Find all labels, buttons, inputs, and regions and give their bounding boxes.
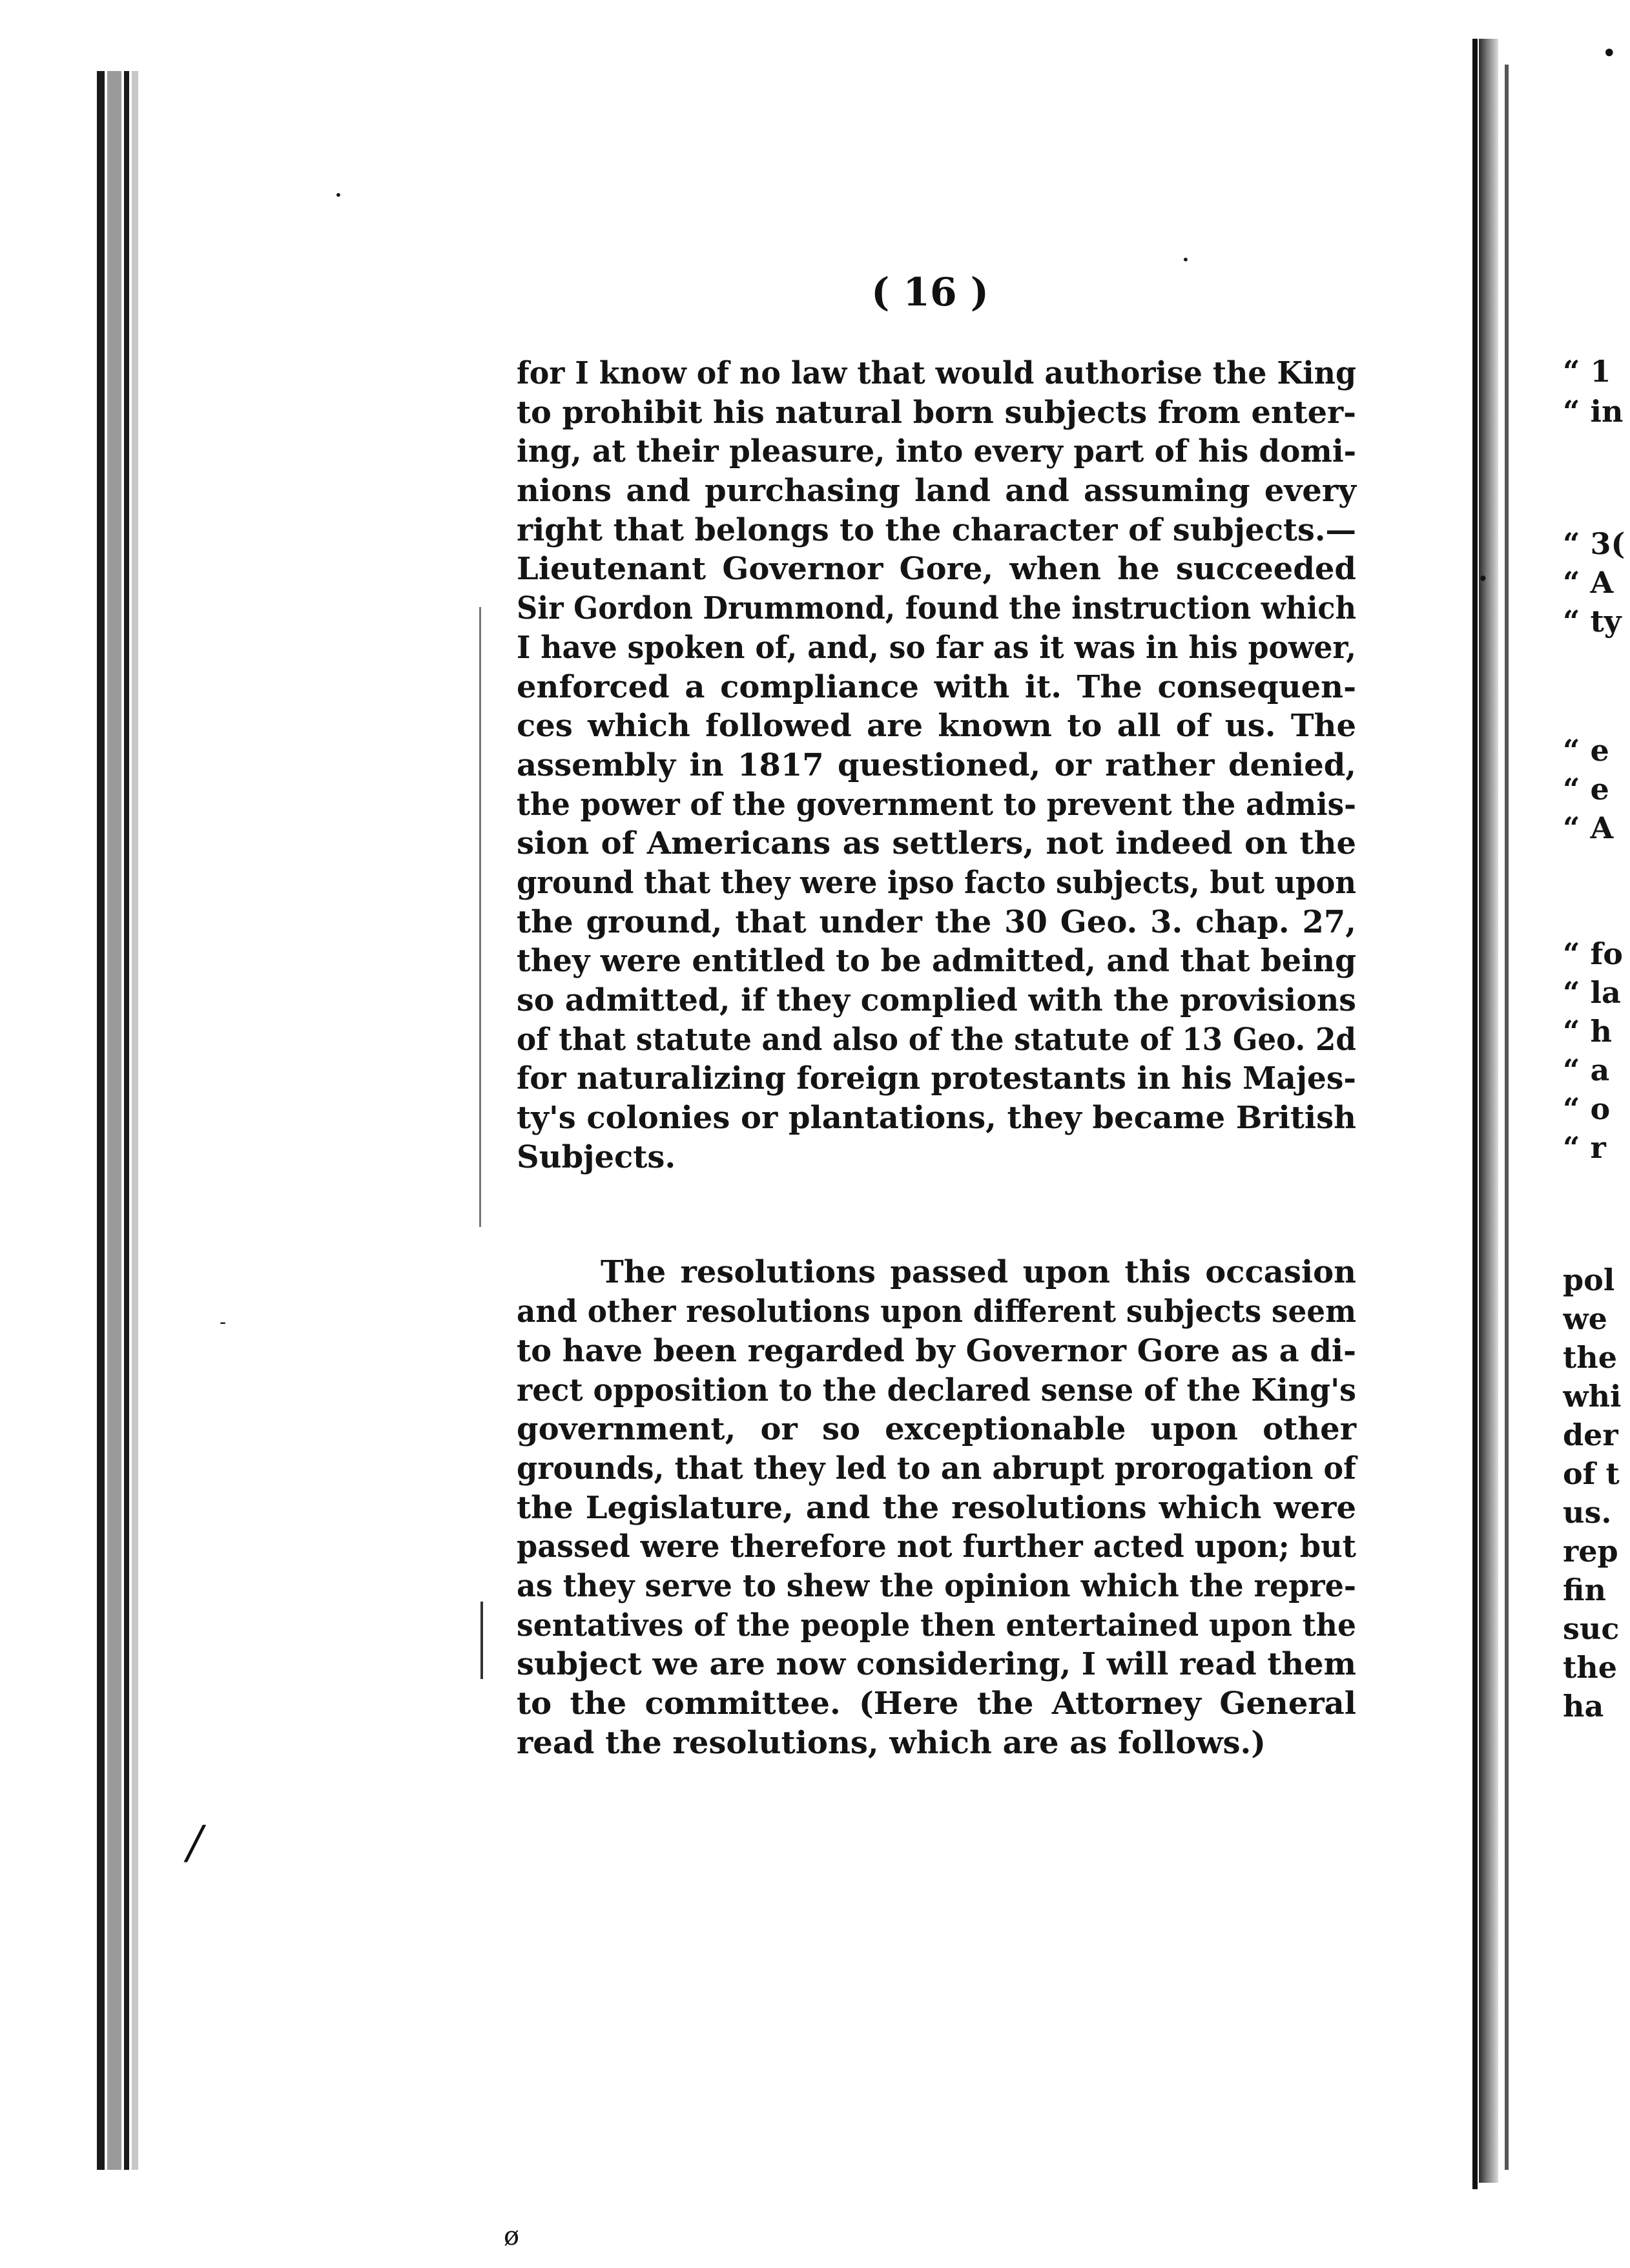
facing-quote-line: “ 3( xyxy=(1563,526,1625,561)
binding-edge-light xyxy=(132,71,138,2170)
text-line: as they serve to shew the opinion which the repre- xyxy=(517,1567,1356,1604)
facing-body-line: us. xyxy=(1563,1495,1612,1530)
text-line: to the committee. (Here the Attorney General xyxy=(517,1686,1356,1722)
text-line: of that statute and also of the statute of 13 Geo. 2d xyxy=(517,1021,1356,1058)
text-line: right that belongs to the character of subjects.— xyxy=(517,511,1356,548)
scan-speck: • xyxy=(1478,568,1489,590)
facing-body-line: der xyxy=(1563,1418,1618,1452)
scan-speck: ø xyxy=(504,2222,520,2251)
facing-quote-line: “ in xyxy=(1563,394,1624,429)
facing-body-line: pol xyxy=(1563,1263,1615,1297)
text-line: nions and purchasing land and assuming every xyxy=(517,473,1356,510)
scan-speck: • xyxy=(335,187,342,203)
paragraph xyxy=(517,1253,1356,1762)
facing-quote-line: “ a xyxy=(1563,1053,1610,1088)
text-line: to have been regarded by Governor Gore as a di- xyxy=(517,1332,1356,1369)
facing-quote-line: “ o xyxy=(1563,1091,1611,1126)
binding-edge-dark xyxy=(97,71,105,2170)
facing-body-line: the xyxy=(1563,1650,1617,1685)
text-line: to prohibit his natural born subjects from enter- xyxy=(517,394,1356,431)
text-line: they were entitled to be admitted, and that being xyxy=(517,943,1356,980)
facing-quote-line: “ fo xyxy=(1563,936,1623,971)
text-line: ty's colonies or plantations, they became British xyxy=(517,1100,1356,1137)
text-line: assembly in 1817 questioned, or rather denied, xyxy=(517,747,1356,783)
text-line: the power of the government to prevent the admis- xyxy=(517,786,1356,823)
facing-quote-line: “ A xyxy=(1563,565,1614,600)
margin-pencil-line xyxy=(480,1602,483,1679)
text-line: passed were therefore not further acted upon; but xyxy=(517,1529,1356,1565)
facing-quote-line: “ ty xyxy=(1563,604,1622,639)
text-line: for I know of no law that would authorise the King xyxy=(517,355,1356,391)
text-line: for naturalizing foreign protestants in his Majes- xyxy=(517,1060,1356,1097)
text-line: grounds, that they led to an abrupt prorogation of xyxy=(517,1450,1356,1487)
facing-body-line: suc xyxy=(1563,1611,1620,1646)
text-line: the Legislature, and the resolutions which were xyxy=(517,1489,1356,1526)
facing-body-line: the xyxy=(1563,1340,1617,1375)
margin-pencil-line xyxy=(479,607,481,1227)
text-line: enforced a compliance with it. The consequen- xyxy=(517,668,1356,705)
facing-body-line: ha xyxy=(1563,1689,1604,1724)
text-line: The resolutions passed upon this occasion xyxy=(601,1254,1356,1291)
scan-speck: • xyxy=(1602,39,1617,68)
facing-quote-line: “ h xyxy=(1563,1014,1612,1049)
page-number: ( 16 ) xyxy=(871,270,989,315)
facing-quote-line: “ la xyxy=(1563,975,1621,1010)
text-line: sentatives of the people then entertained upon the xyxy=(517,1607,1356,1644)
text-line: rect opposition to the declared sense of the King's xyxy=(517,1372,1356,1408)
text-line: so admitted, if they complied with the provisions xyxy=(517,982,1356,1018)
facing-body-line: we xyxy=(1563,1301,1607,1336)
text-line: and other resolutions upon different subjects seem xyxy=(517,1294,1356,1330)
text-line: Subjects. xyxy=(517,1139,676,1175)
facing-page-edge xyxy=(1505,65,1509,2170)
facing-body-line: of t xyxy=(1563,1456,1620,1491)
facing-quote-line: “ 1 xyxy=(1563,354,1611,389)
text-line: the ground, that under the 30 Geo. 3. chap. 27, xyxy=(517,903,1356,940)
text-line: Sir Gordon Drummond, found the instruction which xyxy=(517,590,1356,627)
text-line: sion of Americans as settlers, not indeed on the xyxy=(517,825,1356,862)
page-fold-shadow xyxy=(1479,39,1498,2183)
binding-edge-line xyxy=(124,71,129,2170)
facing-quote-line: “ r xyxy=(1563,1130,1606,1165)
text-line: government, or so exceptionable upon other xyxy=(517,1411,1356,1448)
text-line: ces which followed are known to all of us. The xyxy=(517,708,1356,745)
text-line: Lieutenant Governor Gore, when he succeeded xyxy=(517,551,1356,588)
facing-body-line: fin xyxy=(1563,1572,1606,1607)
paragraph-gap xyxy=(517,1177,1356,1253)
paragraph xyxy=(517,354,1356,1177)
text-column xyxy=(517,354,1356,1762)
text-line: ground that they were ipso facto subjects, but upon xyxy=(517,864,1356,901)
text-line: subject we are now considering, I will read them xyxy=(517,1646,1356,1683)
facing-page-fragment xyxy=(1563,0,1630,2268)
page-edge-line xyxy=(1472,39,1478,2189)
facing-quote-line: “ e xyxy=(1563,772,1609,807)
scan-speck: • xyxy=(1182,252,1190,267)
text-line: read the resolutions, which are as follows.) xyxy=(517,1724,1266,1761)
text-line: ing, at their pleasure, into every part of his domi- xyxy=(517,433,1356,470)
scan-speck: - xyxy=(220,1311,227,1334)
facing-quote-line: “ e xyxy=(1563,733,1609,768)
binding-edge-gray xyxy=(107,71,121,2170)
facing-quote-line: “ A xyxy=(1563,810,1614,845)
text-line: I have spoken of, and, so far as it was in his power, xyxy=(517,629,1356,666)
facing-body-line: rep xyxy=(1563,1534,1618,1569)
scan-speck: / xyxy=(187,1816,203,1869)
facing-body-line: whi xyxy=(1563,1379,1622,1414)
